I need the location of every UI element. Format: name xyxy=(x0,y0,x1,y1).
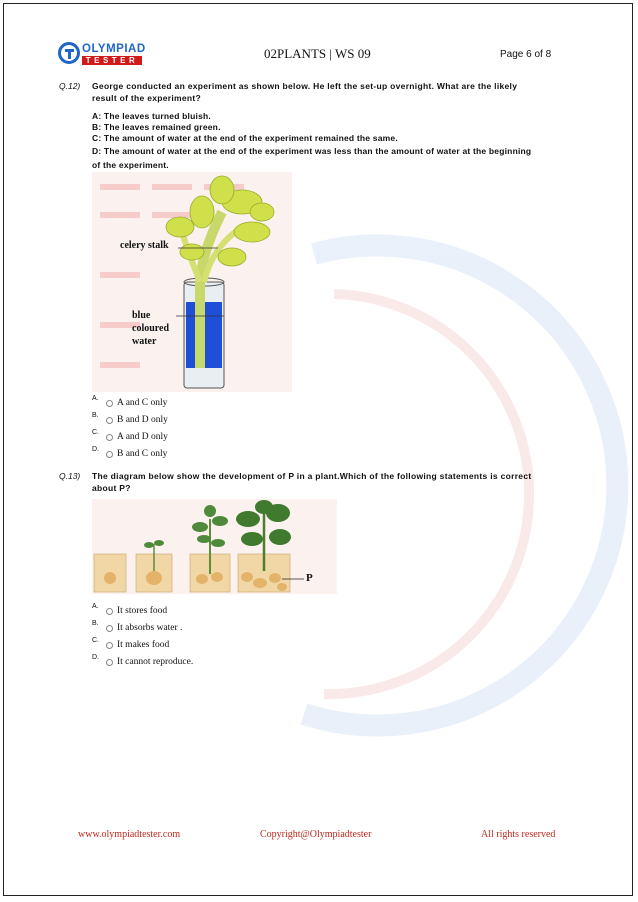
worksheet-page xyxy=(3,3,633,896)
logo-t-icon xyxy=(58,42,80,64)
label-water: water xyxy=(132,336,157,347)
choice-text: It stores food xyxy=(117,606,168,616)
footer-rights: All rights reserved xyxy=(481,829,556,840)
choice-letter: C. xyxy=(92,637,99,644)
choice-text: It makes food xyxy=(117,640,170,650)
olympiad-tester-logo xyxy=(58,42,146,68)
choice-letter: D. xyxy=(92,446,99,453)
statement-c: C: The amount of water at the end of the experiment remained the same. xyxy=(92,133,398,143)
statement-list xyxy=(92,111,532,172)
choice-text: It absorbs water . xyxy=(117,623,183,633)
choice-c[interactable] xyxy=(92,429,352,449)
choice-text: A and C only xyxy=(117,398,168,408)
radio-button[interactable] xyxy=(106,451,113,458)
choice-text: B and D only xyxy=(117,415,168,425)
page-number: Page 6 of 8 xyxy=(500,49,552,60)
footer-website-link[interactable]: www.olympiadtester.com xyxy=(78,829,181,840)
label-blue: blue xyxy=(132,310,151,321)
label-blue-water xyxy=(132,309,169,348)
statement-a: A: The leaves turned bluish. xyxy=(92,111,211,121)
label-celery-stalk: celery stalk xyxy=(120,240,169,251)
choice-b[interactable] xyxy=(92,412,352,432)
choice-letter: B. xyxy=(92,620,99,627)
choice-a[interactable] xyxy=(92,395,352,415)
logo-top-text: OLYMPIAD xyxy=(82,43,146,55)
choice-letter: A. xyxy=(92,395,99,402)
choice-letter: B. xyxy=(92,412,99,419)
choice-text: It cannot reproduce. xyxy=(117,657,194,667)
choice-letter: C. xyxy=(92,429,99,436)
radio-button[interactable] xyxy=(106,417,113,424)
choice-letter: A. xyxy=(92,603,99,610)
radio-button[interactable] xyxy=(106,434,113,441)
radio-button[interactable] xyxy=(106,642,113,649)
statement-b: B: The leaves remained green. xyxy=(92,122,221,132)
choice-a[interactable] xyxy=(92,603,352,623)
choice-d[interactable] xyxy=(92,446,352,466)
choice-d[interactable] xyxy=(92,654,352,674)
question-number: Q.13) xyxy=(59,471,81,481)
statement-d: D: The amount of water at the end of the experiment was less than the amount of water at the beginning of the experiment. xyxy=(92,146,532,170)
label-coloured: coloured xyxy=(132,323,170,334)
choice-b[interactable] xyxy=(92,620,352,640)
footer-copyright: Copyright@Olympiadtester xyxy=(260,829,372,840)
question-text: George conducted an experiment as shown below. He left the set-up overnight. What are the likely result of the experiment? xyxy=(92,81,518,103)
celery-illustration xyxy=(92,172,292,392)
choice-text: B and C only xyxy=(117,449,168,459)
choice-c[interactable] xyxy=(92,637,352,657)
radio-button[interactable] xyxy=(106,659,113,666)
question-number: Q.12) xyxy=(59,81,81,91)
radio-button[interactable] xyxy=(106,608,113,615)
radio-button[interactable] xyxy=(106,625,113,632)
question-text: The diagram below show the development of P in a plant.Which of the following statements is correct about P? xyxy=(92,471,532,493)
logo-bottom-text: TESTER xyxy=(82,56,142,65)
label-p: P xyxy=(306,572,313,584)
celery-experiment-figure xyxy=(92,172,292,392)
choice-letter: D. xyxy=(92,654,99,661)
plant-development-figure xyxy=(92,499,337,594)
choice-text: A and D only xyxy=(117,432,168,442)
worksheet-title: 02PLANTS | WS 09 xyxy=(264,46,371,61)
radio-button[interactable] xyxy=(106,400,113,407)
potato-growth-illustration xyxy=(92,499,337,594)
